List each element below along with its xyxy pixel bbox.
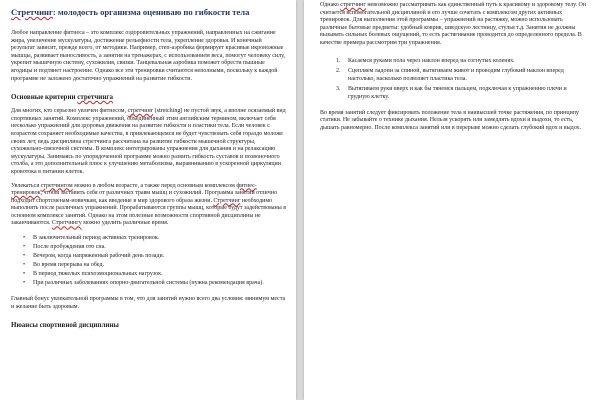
document-page-left bbox=[0, 0, 296, 400]
page-content bbox=[11, 7, 287, 336]
list-item: • При различных заболеваниях опорно-двигательной системы (нужна рекомендация врача). bbox=[23, 279, 287, 288]
text-span: Увлекаться bbox=[11, 182, 41, 189]
page-content bbox=[320, 2, 588, 138]
misspelled-word: фитнес-тренировок bbox=[11, 182, 257, 197]
list-item: • В заключительный период активных тренировок. bbox=[23, 234, 287, 243]
list-item: 3. Вытягиваем руки вверх и как бы тянемся пальцем, подключая к упражнению плечи и грудную клетку. bbox=[336, 86, 567, 100]
age-paragraph bbox=[11, 183, 287, 229]
list-item: • В период тяжелых психоэмоциональных нагрузок. bbox=[23, 270, 287, 279]
text-span: Для многих, кто серьезно увлечен фитнесом, bbox=[11, 108, 128, 115]
list-item-text: Вытягиваем руки вверх и как бы тянемся пальцем, подключая к упражнению плечи и грудную клетку. bbox=[348, 86, 567, 100]
list-item: • Во время перерыва на обед. bbox=[23, 261, 287, 270]
bonus-paragraph: Главный бонус увлекательной программы в том, что для занятий нужно всего два условия: минимум места и желание быть здоровым. bbox=[11, 296, 286, 310]
text-span: необходимо выполнять после различных упражнений. Прорабатываются группы мышц, которые будут задействованы в основном комплексе занятий. Однако на этом полезные возможности спортивной дисциплины не заканчиваются. bbox=[11, 197, 287, 227]
document-page-right bbox=[304, 0, 600, 400]
section-heading-nuances: Нюансы спортивной дисциплины bbox=[11, 321, 119, 330]
title-word-stretching: Стретчинг bbox=[11, 7, 53, 17]
list-item: • Вечером, когда напряженный рабочий день позади. bbox=[23, 252, 287, 261]
list-item: • После пробуждения ото сна. bbox=[23, 243, 287, 252]
misspelled-word: стретчингом bbox=[40, 182, 73, 189]
intro-paragraph: Любое направление фитнеса – это комплекс оздоровительных упражнений, направленных на сжигание жира, увеличение мускулатуры, достижение рельефности тела, укрепление здоровья. И конечный результат зависит, прежде всего, от методики. Например, степ-аэробика формирует красивые икроножные мышцы, развивает выносливость, а занятия на тренажерах, с использованием веса, помогут человеку силу, укрепит мышечную систему, сухожилия, связки. Танцевальная аэробика поможет обрести пышные ягодицы и подтянет настроение. Однако все эти тренировки считаются неполными, поскольку к каждой программе не заложено достаточно упражнений на развитие гибкости. bbox=[11, 30, 286, 82]
text-span: Однако bbox=[320, 2, 341, 8]
list-item-text: Сцепляем ладони за спиной, вытягиваем живот и проводим глубокий наклон вперед настолько, насколько позволяет пластика тела. bbox=[348, 68, 564, 82]
supplement-paragraph bbox=[320, 2, 588, 48]
misspelled-word: Стретчинг bbox=[213, 197, 241, 204]
misspelled-word: стретчинг bbox=[340, 2, 366, 8]
list-item-text: Касаемся руками пола через наклон вперед на согнутых коленях. bbox=[348, 57, 515, 64]
heading-text: Основные критерии bbox=[11, 93, 78, 102]
text-span: можно уделить различные время. bbox=[81, 220, 169, 227]
title-rest: : молодость организма оцениваю по гибкости тела bbox=[52, 7, 250, 17]
heading-word-stretching: стретчинга bbox=[77, 93, 114, 102]
section-heading-criteria bbox=[11, 93, 287, 102]
text-span: можно в любом возрасте, а также перед основным комплексом bbox=[72, 182, 237, 189]
when-to-stretch-list bbox=[11, 234, 287, 288]
text-span: , чтобы заставить себя от различных травм мышц и сухожилий. Программа занятий отлично подходит спортсменам-новичкам, как введение в мир здорового образа жизни. bbox=[11, 190, 277, 204]
exercise-list bbox=[320, 58, 588, 102]
document-title bbox=[11, 7, 287, 17]
technique-paragraph: Во время занятий следует фиксировать положение тела в наивысшей точке растяжения, по принципу статики. Не забывайте о технике дыхания. Нельзя ускорять или замедлять вдохи и выдохи, то есть, дышать равномерно. После комплекса занятий или в перерыве можно сделать глубокий вдох и выдох. bbox=[320, 109, 582, 131]
misspelled-word: Стретчингу bbox=[51, 220, 82, 227]
list-item: 2. Сцепляем ладони за спиной, вытягиваем живот и проводим глубокий наклон вперед настолько, насколько позволяет пластика тела. bbox=[336, 68, 564, 82]
list-item: 1. Касаемся руками пола через наклон вперед на согнутых коленях. bbox=[336, 57, 515, 64]
misspelled-word: стретчинг bbox=[127, 108, 154, 115]
text-span: (stretching) не пустой звук, а вполне осязаемый вид спортивных занятий. Комплекс упражнений, объединенный этим английским термином, включает себя несколько упражнений для здоровья движения на развитие гибкости и пластики тела. Если человек с возрастом сохраняет необходимые качества, в привлекающемся не будет чувствовать себя гораздо моложе своих лет, ведь дисциплина стретчинга рассчитана на развитие гибкости мышечной структуры, сухожильно-связочной системы. В комплекс интегрированы упражнения для дыхания и на релаксацию мускулатуры. Занимаясь по упорядоченной программе можно развить гибкость суставов и позвоночного столба, а это дополнительный плюс к улучшению метаболизма, выравниванию в ускоренной циркуляции кровотока в питании клеток. bbox=[11, 108, 286, 175]
criteria-paragraph bbox=[11, 108, 287, 176]
text-span: невозможно рассматривать как единственный путь к красивому и здоровому телу. Он считается вспомогательной дисциплиной и его лучше сочетать с комплексом других активных тренировок. Для выполнения этой программы – упражнений на растяжку, можно использовать различные бытовые предметы: удобный коврик, шведскую лестницу, стулья т.д. Занятия не должны вызывать сильных болевых ощущений, то есть растягивание проводится до определенного предела. В качестве примера рассмотрим три упражнения. bbox=[320, 2, 587, 46]
